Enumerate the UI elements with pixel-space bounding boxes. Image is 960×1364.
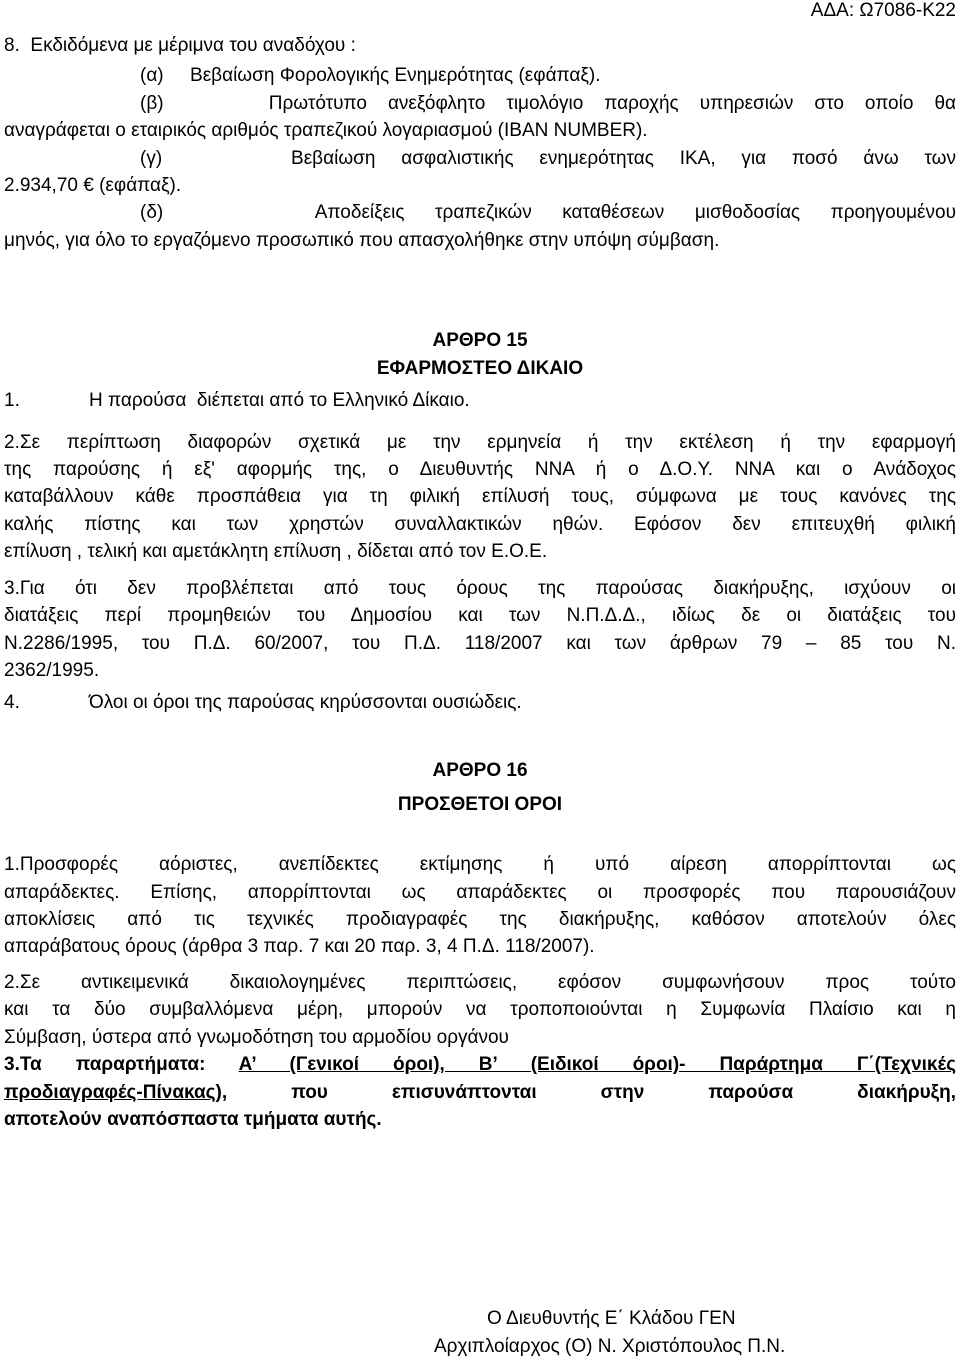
item8-c-line2: 2.934,70 € (εφάπαξ). bbox=[4, 175, 182, 196]
article15-para2-line1 bbox=[4, 430, 956, 456]
para-number: 4. bbox=[4, 692, 20, 713]
para-number: 2. bbox=[4, 972, 20, 993]
annex-list: Α’ (Γενικοί όροι), Β’ (Ειδικοί όροι)- Παράρτημα Γ΄(Τεχνικές bbox=[238, 1054, 956, 1075]
article15-para2-line2: της παρούσης ή εξ' αφορμής της, ο Διευθυντής ΝΝΑ ή ο Δ.Ο.Υ. ΝΝΑ και ο Ανάδοχος bbox=[4, 459, 956, 480]
item8-c-line1: (γ) Βεβαίωση ασφαλιστικής ενημερότητας ΙΚΑ, για ποσό άνω των bbox=[140, 148, 956, 169]
article16-subtitle: ΠΡΟΣΘΕΤΟΙ ΟΡΟΙ bbox=[397, 794, 563, 815]
article16-para3-line1 bbox=[4, 1052, 956, 1078]
signature-title: Ο Διευθυντής Ε΄ Κλάδου ΓΕΝ bbox=[487, 1308, 736, 1329]
article16-para1-line2: απαράδεκτες. Επίσης, απορρίπτονται ως απαράδεκτες οι προσφορές που παρουσιάζουν bbox=[4, 882, 956, 903]
item8-b-line2: αναγράφεται ο εταιρικός αριθμός τραπεζικού λογαριασμού (IBAN NUMBER). bbox=[4, 120, 648, 141]
item8-d-line1: (δ) Αποδείξεις τραπεζικών καταθέσεων μισθοδοσίας προηγουμένου bbox=[140, 202, 956, 223]
article15-para3-line3: Ν.2286/1995, του Π.Δ. 60/2007, του Π.Δ. 118/2007 και των άρθρων 79 – 85 του Ν. bbox=[4, 633, 956, 654]
article16-para2-line1 bbox=[4, 970, 956, 996]
para-text: Σε αντικειμενικά δικαιολογημένες περιπτώσεις, εφόσον συμφωνήσουν προς τούτο bbox=[19, 972, 956, 993]
ada-code: ΑΔΑ: Ω7086-Κ22 bbox=[810, 0, 956, 21]
signature-name: Αρχιπλοίαρχος (Ο) Ν. Χριστόπουλος Π.Ν. bbox=[434, 1336, 786, 1357]
article15-para3-line1 bbox=[4, 576, 956, 602]
para-number: 1. bbox=[4, 390, 20, 411]
article16-para3-line2 bbox=[4, 1080, 956, 1106]
article16-para1-line1 bbox=[4, 852, 956, 878]
article15-para3-line2: διατάξεις περί προμηθειών του Δημοσίου και των Ν.Π.Δ.Δ., ιδίως δε οι διατάξεις του bbox=[4, 605, 956, 626]
article16-para1-line3: αποκλίσεις από τις τεχνικές προδιαγραφές της διακήρυξης, καθόσον αποτελούν όλες bbox=[4, 909, 956, 930]
article15-para3-line4: 2362/1995. bbox=[4, 660, 100, 681]
para-number: 3. bbox=[4, 1054, 20, 1075]
para-text: Σε περίπτωση διαφορών σχετικά με την ερμηνεία ή την εκτέλεση ή την εφαρμογή bbox=[19, 432, 956, 453]
article15-para1 bbox=[4, 388, 470, 414]
item8-d-line2: μηνός, για όλο το εργαζόμενο προσωπικό που απασχολήθηκε στην υπόψη σύμβαση. bbox=[4, 230, 720, 251]
article16-para1-line4: απαράβατους όρους (άρθρα 3 παρ. 7 και 20 παρ. 3, 4 Π.Δ. 118/2007). bbox=[4, 936, 595, 957]
para-number: 3. bbox=[4, 578, 20, 599]
article16-para2-line2: και τα δύο συμβαλλόμενα μέρη, μπορούν να τροποποιούνται η Συμφωνία Πλαίσιο και η bbox=[4, 999, 956, 1020]
article15-para2-line5: επίλυση , τελική και αμετάκλητη επίλυση , δίδεται από τον Ε.Ο.Ε. bbox=[4, 541, 548, 562]
article15-para4 bbox=[4, 690, 522, 716]
item8-a: (α) Βεβαίωση Φορολογικής Ενημερότητας (εφάπαξ). bbox=[140, 65, 601, 86]
para-text: Για ότι δεν προβλέπεται από τους όρους της παρούσας διακήρυξης, ισχύουν οι bbox=[19, 578, 956, 599]
article15-para2-line4: καλής πίστης και των χρηστών συναλλακτικών ηθών. Εφόσον δεν επιτευχθή φιλική bbox=[4, 514, 956, 535]
para-text-lead: Τα παραρτήματα: bbox=[19, 1054, 206, 1075]
para-number: 2. bbox=[4, 432, 20, 453]
para-text: Προσφορές αόριστες, ανεπίδεκτες εκτίμησης ή υπό αίρεση απορρίπτονται ως bbox=[19, 854, 956, 875]
para-text: Η παρούσα διέπεται από το Ελληνικό Δίκαιο. bbox=[89, 390, 470, 411]
article16-title: ΑΡΘΡΟ 16 bbox=[432, 760, 528, 781]
para-number: 1. bbox=[4, 854, 20, 875]
article16-para2-line3: Σύμβαση, ύστερα από γνωμοδότηση του αρμοδίου οργάνου bbox=[4, 1027, 509, 1048]
annex-list-end: προδιαγραφές-Πίνακας), bbox=[4, 1082, 228, 1103]
item8-heading: 8. Εκδιδόμενα με μέριμνα του αναδόχου : bbox=[4, 35, 356, 56]
para-text: που επισυνάπτονται στην παρούσα διακήρυξη, bbox=[291, 1082, 957, 1103]
item8-b-line1: (β) Πρωτότυπο ανεξόφλητο τιμολόγιο παροχής υπηρεσιών στο οποίο θα bbox=[140, 93, 956, 114]
article15-para2-line3: καταβάλλουν κάθε προσπάθεια για τη φιλική επίλυσή τους, σύμφωνα με τους κανόνες της bbox=[4, 486, 956, 507]
article15-subtitle: ΕΦΑΡΜΟΣΤΕΟ ΔΙΚΑΙΟ bbox=[376, 358, 584, 379]
article16-para3-line3: αποτελούν αναπόσπαστα τμήματα αυτής. bbox=[4, 1109, 382, 1130]
article15-title: ΑΡΘΡΟ 15 bbox=[432, 330, 528, 351]
para-text: Όλοι οι όροι της παρούσας κηρύσσονται ουσιώδεις. bbox=[89, 692, 522, 713]
